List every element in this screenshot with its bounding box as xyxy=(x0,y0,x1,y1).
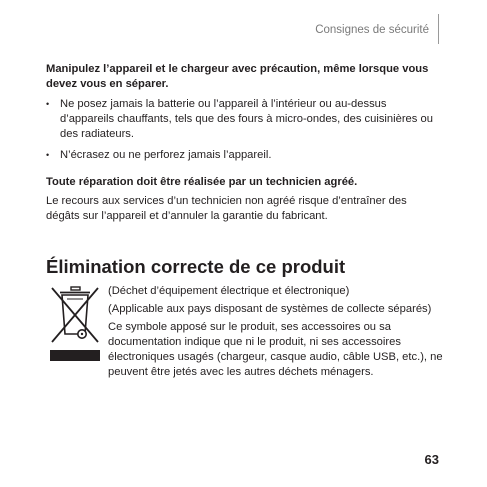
charger-bullet-list xyxy=(46,97,438,163)
disposal-line: (Applicable aux pays disposant de systèmes de collecte séparés) xyxy=(108,303,432,315)
charger-heading: Manipulez l’appareil et le chargeur avec précaution, même lorsque vous devez vous en séparer. xyxy=(46,63,429,90)
disposal-line: Ce symbole apposé sur le produit, ses accessoires ou sa documentation indique que ni le produit, ni ses accessoires électroniques usagés (chargeur, casque audio, câble USB, etc.), ne peuvent être jetés avec les autres déchets ménagers. xyxy=(108,321,443,378)
header-title: Consignes de sécurité xyxy=(315,24,429,36)
repair-body: Le recours aux services d’un technicien non agréé risque d’entraîner des dégâts sur l’appareil et d’annuler la garantie du fabricant. xyxy=(46,195,407,222)
disposal-line: (Déchet d’équipement électrique et électronique) xyxy=(108,285,350,297)
repair-heading: Toute réparation doit être réalisée par un technicien agréé. xyxy=(46,176,358,188)
bullet-item xyxy=(46,148,438,163)
bullet-dot: • xyxy=(46,150,50,160)
safety-content xyxy=(46,62,438,224)
crossed-out-wheelie-bin-icon xyxy=(46,284,104,362)
bullet-text: Ne posez jamais la batterie ou l’appareil à l’intérieur ou au-dessus d’appareils chauffants, tels que des fours à micro-ondes, des cuisinières ou des radiateurs. xyxy=(60,98,433,140)
page-number: 63 xyxy=(424,452,439,467)
bullet-dot: • xyxy=(46,99,50,109)
bullet-text: N’écrasez ou ne perforez jamais l’appareil. xyxy=(60,149,272,161)
disposal-title: Élimination correcte de ce produit xyxy=(46,256,346,277)
header-divider xyxy=(438,14,439,44)
bullet-item xyxy=(46,97,438,142)
disposal-text xyxy=(108,284,453,383)
